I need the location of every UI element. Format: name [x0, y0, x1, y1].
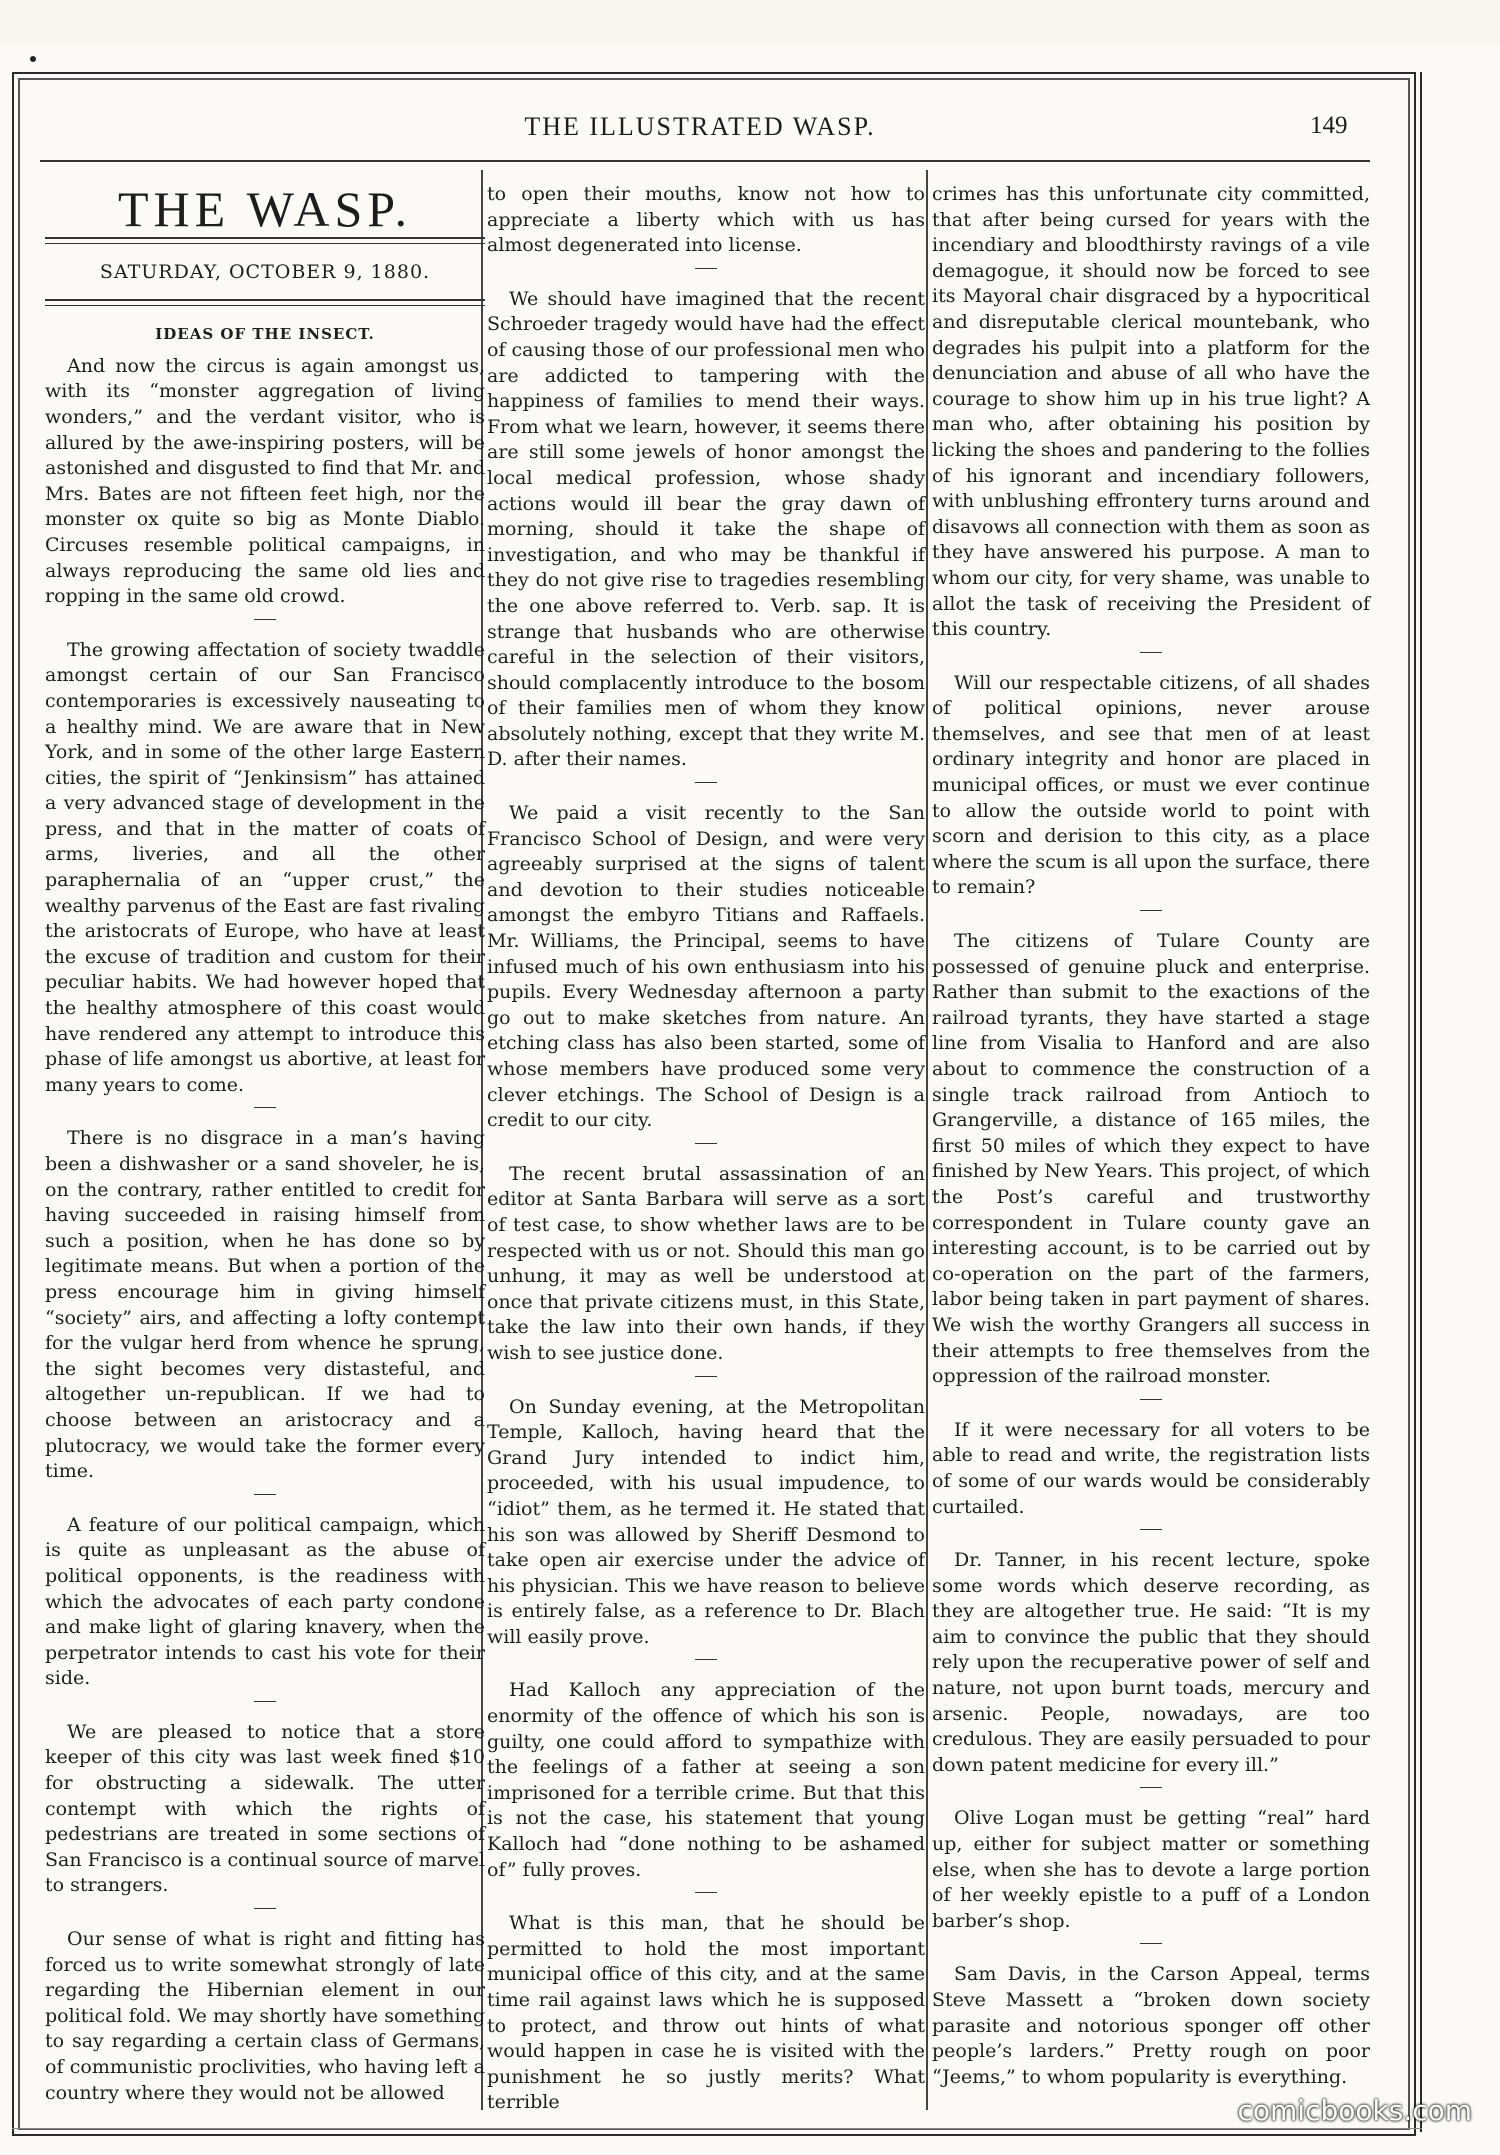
- paragraph-separator: [487, 1371, 925, 1381]
- paragraph-separator: [45, 1102, 485, 1112]
- paragraph: Had Kalloch any appreciation of the enormity of the offence of which his son is guilty, one could afford to sympathize with the feelings of a father at seeing a son imprisoned for a terrible crime. But that this is not the case, his statement that young Kalloch had “done nothing to be ashamed of” fully proves.: [487, 1679, 925, 1881]
- paragraph: There is no disgrace in a man’s having been a dishwasher or a sand shoveler, he is, on the contrary, rather entitled to credit for having succeeded in raising himself from such a position, when he has done so by legitimate means. But when a portion of the press encourage him in giving himself “society” airs, and affecting a lofty contempt for the vulgar herd from whence he sprung, the sight becomes very distasteful, and altogether un-republican. If we had to choose between an aristocracy and a plutocracy, we would take the former every time.: [45, 1127, 485, 1483]
- paragraph: A feature of our political campaign, which is quite as unpleasant as the abuse of political opponents, is the readiness with which the advocates of each party condone and make light of glaring knavery, when the perpetrator intends to cast his vote for their side.: [45, 1513, 485, 1690]
- column-rule-2: [926, 170, 928, 2110]
- column-3: [932, 182, 1370, 2090]
- paragraph: Dr. Tanner, in his recent lecture, spoke some words which deserve recording, as they are altogether true. He said: “It is my aim to convince the public that they should rely upon the recuperative power of self and nature, not upon burnt toads, mercury and arsenic. People, nowadays, are too credulous. They are easily persuaded to pour down patent medicine for every ill.”: [932, 1549, 1370, 1776]
- paragraph: Sam Davis, in the Carson Appeal, terms Steve Massett a “broken down society parasite and notorious sponger off other people’s larders.” Pretty rough on poor “Jeems,” to whom popularity is everything.: [932, 1963, 1370, 2088]
- paragraph: We paid a visit recently to the San Francisco School of Design, and were very agreeably surprised at the signs of talent and devotion to their studies noticeable amongst the embyro Titians and Raffaels. Mr. Williams, the Principal, seems to have infused much of his own enthusiasm into his pupils. Every Wednesday afternoon a party go out to make sketches from nature. An etching class has also been started, some of whose members have produced some very clever etchings. The School of Design is a credit to our city.: [487, 802, 925, 1132]
- paragraph-separator: [45, 614, 485, 624]
- paragraph-separator: [45, 1696, 485, 1706]
- bottom-rule: [12, 2128, 1422, 2129]
- paragraph-separator: [932, 1782, 1370, 1792]
- page-border-right: [1420, 72, 1422, 2132]
- paragraph-separator: [487, 777, 925, 787]
- dateline: SATURDAY, OCTOBER 9, 1880.: [99, 260, 431, 283]
- paragraph-separator: [487, 1887, 925, 1897]
- paragraph-separator: [45, 1489, 485, 1499]
- page-number: 149: [1310, 112, 1348, 139]
- running-head: THE ILLUSTRATED WASP.: [524, 112, 876, 141]
- paragraph-separator: [932, 647, 1370, 657]
- printer-dot: [30, 56, 36, 62]
- paragraph: What is this man, that he should be permitted to hold the most important municipal office of this city, and at the same time rail against laws which he is supposed to protect, and throw out hints of what would happen in case he is visited with the punishment he so justly merits? What terrible: [487, 1912, 925, 2114]
- paragraph: And now the circus is again amongst us, with its “monster aggregation of living wonders,” and the verdant visitor, who is allured by the awe-inspiring posters, will be astonished and disgusted to find that Mr. and Mrs. Bates are not fifteen feet high, nor the monster ox quite so big as Monte Diablo. Circuses resemble political campaigns, in always reproducing the same old lies and ropping in the same old crowd.: [45, 354, 485, 608]
- dateline-rule: [45, 299, 485, 306]
- paragraph: We are pleased to notice that a store keeper of this city was last week fined $10 for obstructing a sidewalk. The utter contempt with which the rights of pedestrians are treated in some sections of San Francisco is a continual source of marvel to strangers.: [45, 1720, 485, 1897]
- masthead: THE WASP.: [117, 181, 413, 237]
- paragraph-separator: [932, 1394, 1370, 1404]
- column-1: [45, 175, 485, 2106]
- paragraph: The recent brutal assassination of an editor at Santa Barbara will serve as a sort of test case, to show whether laws are to be respected with us or not. Should this man go unhung, it may as well be understood at once that private citizens must, in this State, take the law into their own hands, if they wish to see justice done.: [487, 1162, 925, 1364]
- paragraph: We should have imagined that the recent Schroeder tragedy would have had the effect of causing those of our professional men who are addicted to tampering with the happiness of families to mend their ways. From what we learn, however, it seems there are still some jewels of honor amongst the local medical profession, whose shady actions would ill bear the gray dawn of morning, should it take the shape of investigation, and who may be thankful if they do not give rise to tragedies resembling the one above referred to. Verb. sap. It is strange that husbands who are otherwise careful in the selection of their visitors, should complacently introduce to the bosom of their families men of whom they know absolutely nothing, except that they write M. D. after their names.: [487, 287, 925, 771]
- column-1-paragraphs: [45, 354, 485, 2106]
- column-3-paragraphs: [932, 182, 1370, 2090]
- paragraph-separator: [487, 1654, 925, 1664]
- watermark-text: comicbooks.com: [1237, 2094, 1472, 2127]
- paragraph: to open their mouths, know not how to appreciate a liberty which with us has almost degenerated into license.: [487, 183, 925, 257]
- paragraph: On Sunday evening, at the Metropolitan Temple, Kalloch, having heard that the Grand Jury intended to indict him, proceeded, with his usual impudence, to “idiot” them, as he termed it. He stated that his son was allowed by Sheriff Desmond to take open air exercise under the advice of his physician. This we have reason to believe is entirely false, as a reference to Dr. Blach will easily prove.: [487, 1395, 925, 1648]
- header-rule: [40, 160, 1370, 162]
- paragraph: Our sense of what is right and fitting has forced us to write somewhat strongly of late regarding the Hibernian element in our political fold. We may shortly have something to say regarding a certain class of Germans, of communistic proclivities, who having left a country where they would not be allowed: [45, 1928, 485, 2104]
- paragraph-separator: [932, 905, 1370, 915]
- paragraph-separator: [932, 1938, 1370, 1948]
- paragraph: If it were necessary for all voters to be able to read and write, the registration lists of some of our wards would be considerably curtailed.: [932, 1418, 1370, 1518]
- paragraph: The citizens of Tulare County are possessed of genuine pluck and enterprise. Rather than submit to the exactions of the railroad tyrants, they have started a stage line from Visalia to Hanford and are also about to commence the construction of a single track railroad from Antioch to Grangerville, a distance of 165 miles, the first 50 miles of which they expect to have finished by New Years. This project, of which the Post’s careful and trustworthy correspondent in Tulare county gave an interesting account, is to be carried out by co-operation on the part of the farmers, labor being taken in part payment of shares. We wish the worthy Grangers all success in their attempts to free themselves from the oppression of the railroad monster.: [932, 930, 1370, 1388]
- paragraph: The growing affectation of society twaddle amongst certain of our San Francisco contemporaries is excessively nauseating to a healthy mind. We are aware that in New York, and in some of the other large Eastern cities, the spirit of “Jenkinsism” has attained a very advanced stage of development in the press, and that in the matter of coats of arms, liveries, and all the other paraphernalia of an “upper crust,” the wealthy parvenus of the East are fast rivaling the aristocrats of Europe, who have at least the excuse of tradition and custom for their peculiar habits. We had however hoped that the healthy atmosphere of this coast would have rendered any attempt to introduce this phase of life amongst us abortive, at least for many years to come.: [45, 638, 485, 1096]
- paragraph-separator: [45, 1903, 485, 1913]
- column-2-paragraphs: [487, 182, 925, 2116]
- section-title: IDEAS OF THE INSECT.: [155, 325, 375, 344]
- paragraph: Will our respectable citizens, of all shades of political opinions, never arouse themselves, and see that men of at least ordinary integrity and honor are placed in municipal offices, or must we ever continue to allow the outside world to point with scorn and derision to this city, as a place where the scum is all upon the surface, there to remain?: [932, 671, 1370, 899]
- paragraph: crimes has this unfortunate city committed, that after being cursed for years with the incendiary and bloodthirsty ravings of a vile demagogue, it should now be forced to see its Mayoral chair disgraced by a hypocritical and disreputable clerical mountebank, who degrades his pulpit into a platform for the denunciation and abuse of all who have the courage to show him up in his true light? A man who, after obtaining his position by licking the shoes and pandering to the follies of his ignorant and incendiary followers, with unblushing effrontery turns around and disavows all connection with them as soon as they have answered his purpose. A man to whom our city, for very shame, was unable to allot the task of receiving the President of this country.: [932, 183, 1370, 641]
- column-2: [487, 182, 925, 2116]
- masthead-rule: [45, 237, 485, 244]
- page-top-edge: [0, 0, 1500, 44]
- paragraph: Olive Logan must be getting “real” hard up, either for subject matter or something else, when she has to devote a large portion of her weekly epistle to a puff of a London barber’s shop.: [932, 1807, 1370, 1932]
- paragraph-separator: [932, 1524, 1370, 1534]
- paragraph-separator: [487, 263, 925, 273]
- paragraph-separator: [487, 1138, 925, 1148]
